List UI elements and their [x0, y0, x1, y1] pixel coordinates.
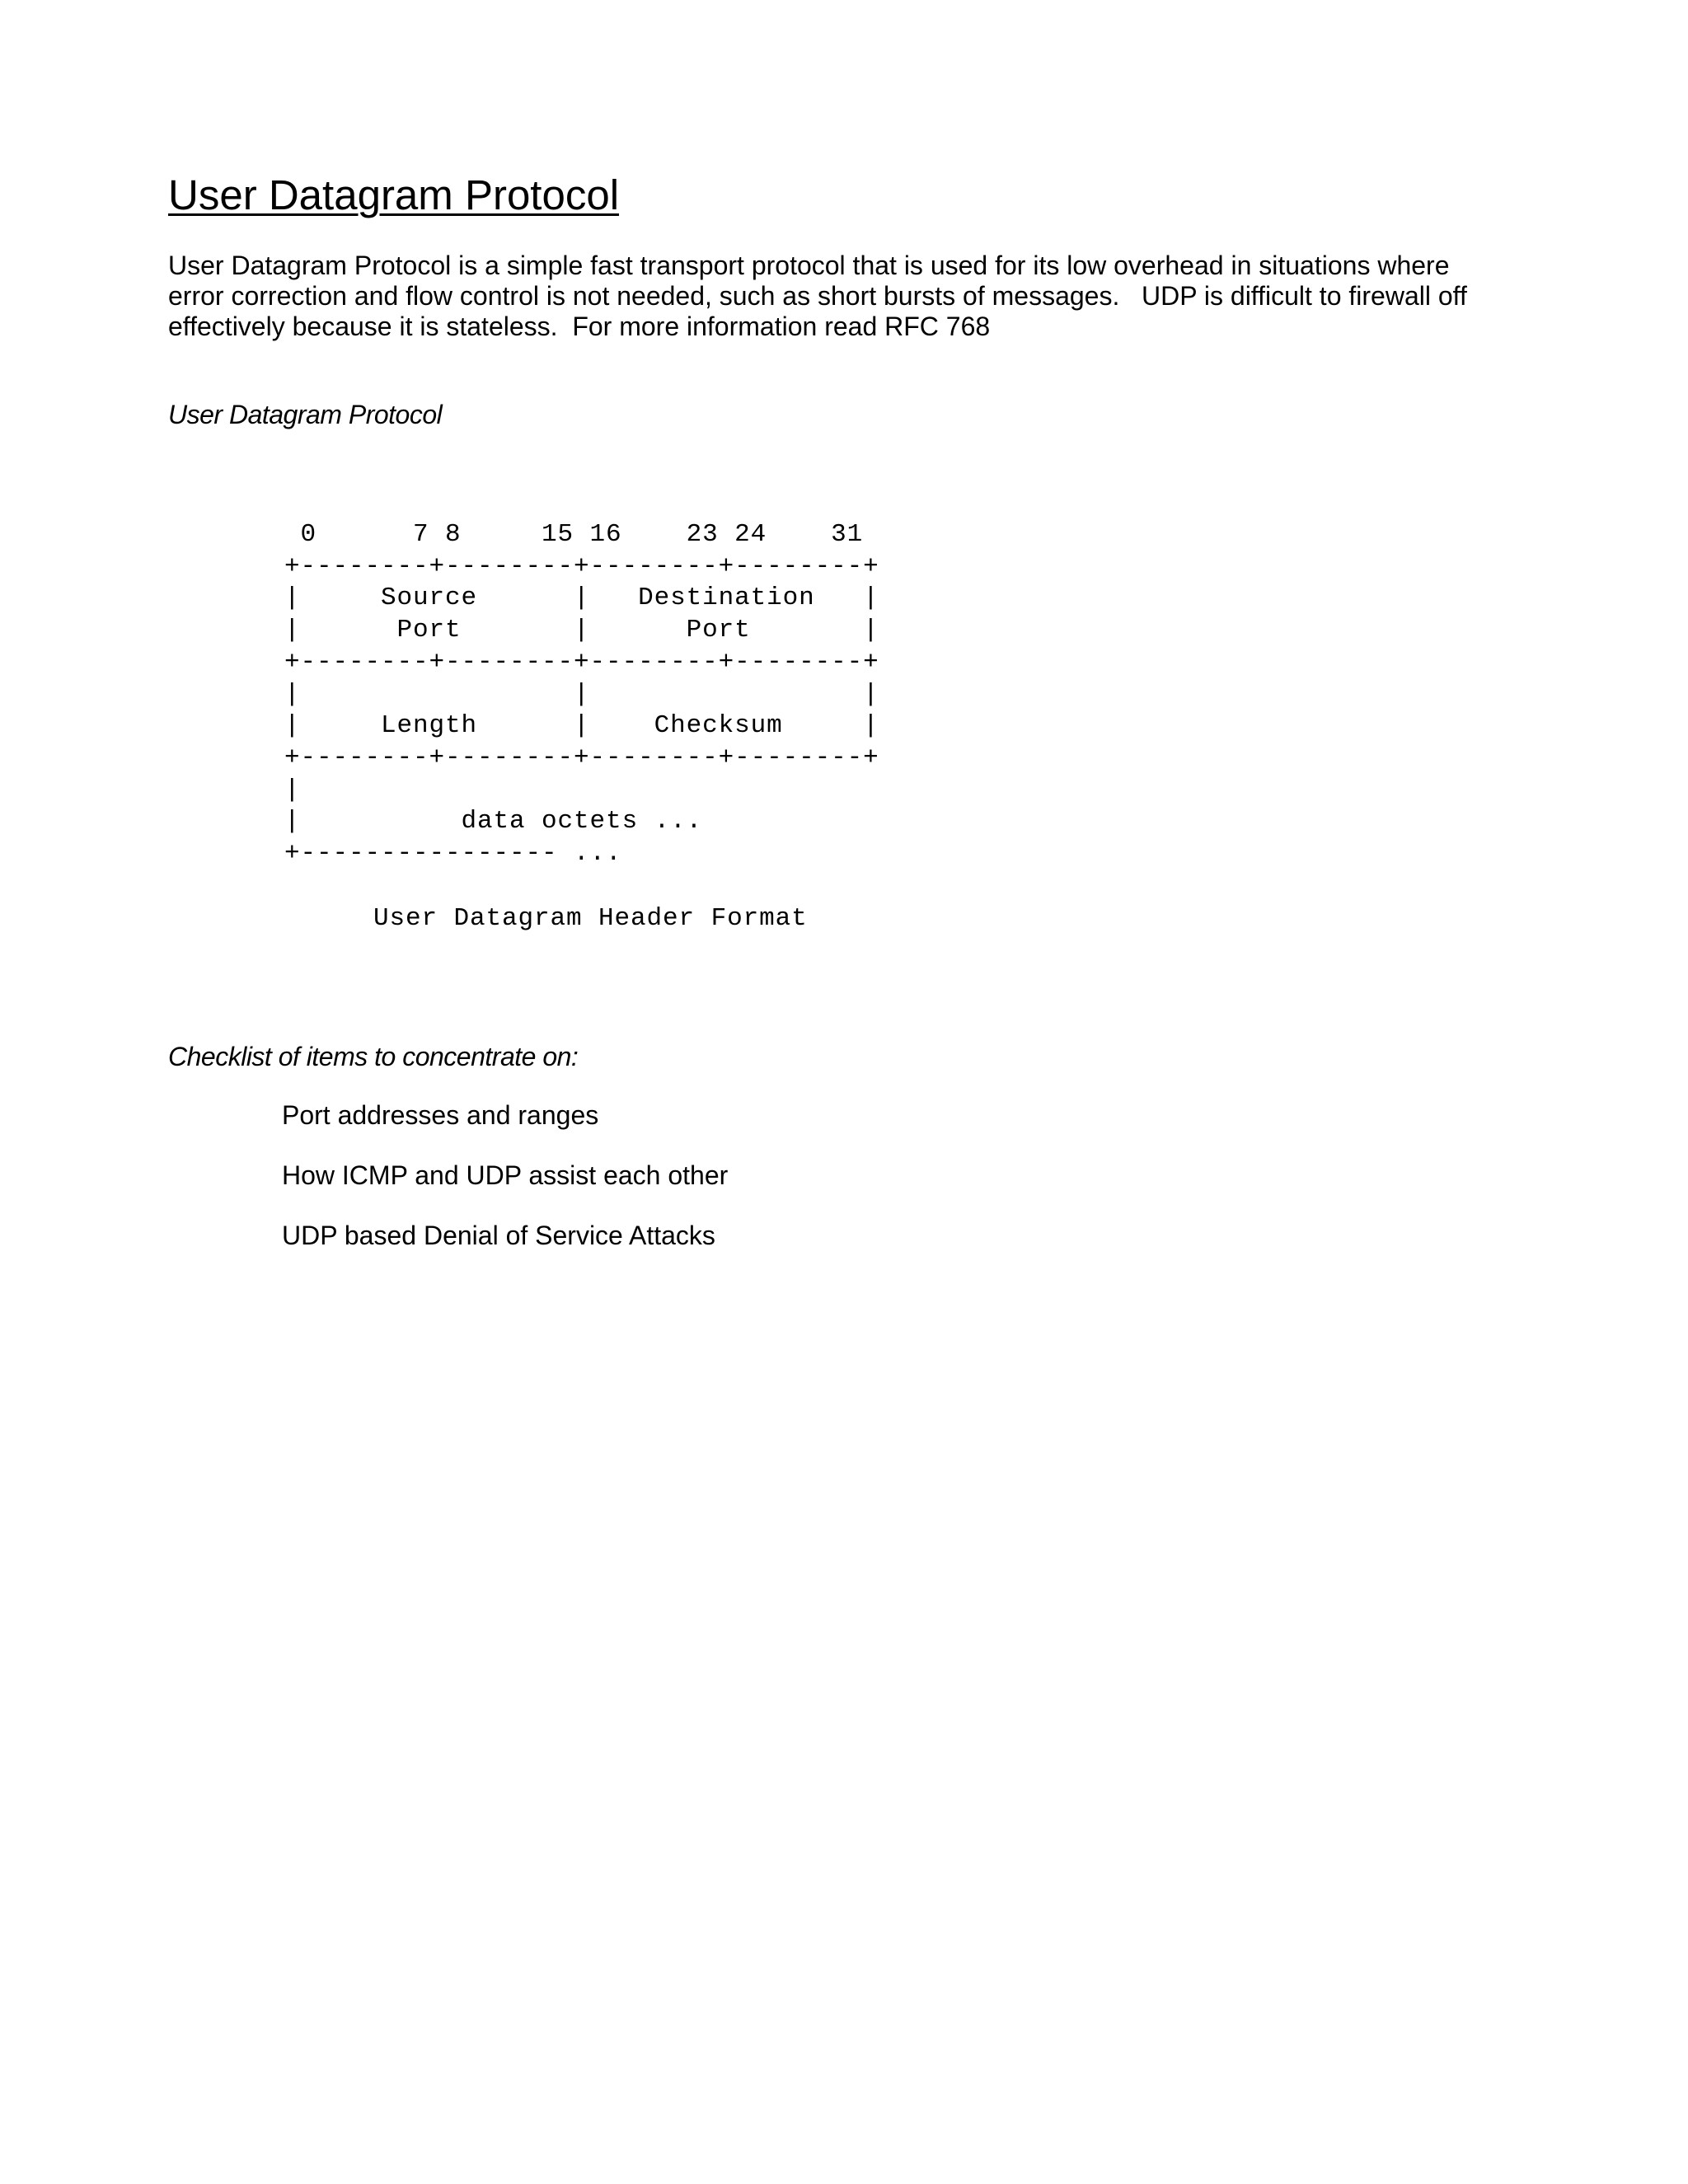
diagram-line: | Source | Destination |: [284, 583, 879, 613]
diagram-line: | Length | Checksum |: [284, 711, 879, 741]
diagram-caption: User Datagram Header Format: [373, 904, 808, 933]
diagram-line: +---------------- ...: [284, 839, 622, 869]
diagram-heading: User Datagram Protocol: [168, 400, 443, 429]
diagram-line: +--------+--------+--------+--------+: [284, 647, 879, 677]
diagram-line: | Port | Port |: [284, 616, 879, 645]
diagram-line: | | |: [284, 679, 879, 709]
diagram-line: +--------+--------+--------+--------+: [284, 743, 879, 772]
diagram-line: |: [284, 775, 301, 804]
intro-paragraph: [168, 251, 1520, 342]
checklist: [282, 1099, 728, 1280]
checklist-item: UDP based Denial of Service Attacks: [282, 1221, 715, 1250]
diagram-line: | data octets ...: [284, 807, 703, 837]
checklist-heading: Checklist of items to concentrate on:: [168, 1042, 579, 1071]
diagram-line: 0 7 8 15 16 23 24 31: [284, 520, 864, 549]
intro-line: error correction and flow control is not needed, such as short bursts of messages. UDP is difficult to firewall off: [168, 281, 1467, 311]
intro-line: effectively because it is stateless. For more information read RFC 768: [168, 312, 991, 341]
checklist-item: Port addresses and ranges: [282, 1100, 599, 1130]
udp-header-diagram: [284, 519, 879, 870]
checklist-item: How ICMP and UDP assist each other: [282, 1160, 729, 1190]
page-title: User Datagram Protocol: [168, 171, 620, 218]
intro-line: User Datagram Protocol is a simple fast transport protocol that is used for its low overhead in situations where: [168, 251, 1450, 280]
diagram-line: +--------+--------+--------+--------+: [284, 551, 879, 581]
